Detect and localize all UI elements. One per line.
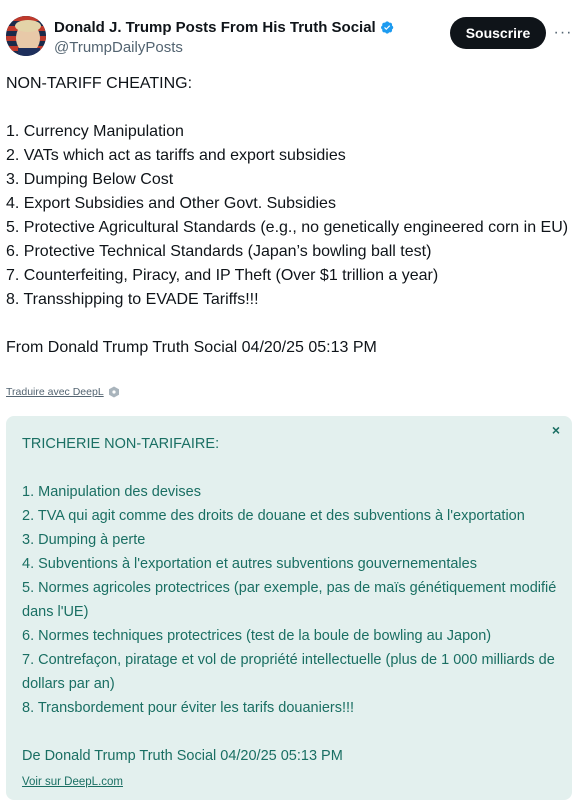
subscribe-button[interactable]: Souscrire — [450, 17, 546, 49]
post-line: 4. Export Subsidies and Other Govt. Subsidies — [6, 195, 336, 212]
translation-panel — [6, 416, 572, 800]
post-text — [6, 72, 576, 360]
post-line: 7. Counterfeiting, Piracy, and IP Theft (Over $1 trillion a year) — [6, 267, 439, 284]
translation-text — [22, 432, 562, 768]
post-line: From Donald Trump Truth Social 04/20/25 05:13 PM — [6, 339, 377, 356]
display-name[interactable]: Donald J. Trump Posts From His Truth Social — [54, 18, 376, 36]
translation-line — [22, 720, 562, 744]
translate-row — [6, 386, 120, 398]
view-on-deepl-link[interactable]: Voir sur DeepL.com — [22, 776, 123, 788]
translation-line: TRICHERIE NON-TARIFAIRE: — [22, 436, 220, 452]
translation-line: 3. Dumping à perte — [22, 532, 146, 548]
post-line: NON-TARIFF CHEATING: — [6, 75, 193, 92]
translation-line: 8. Transbordement pour éviter les tarifs douaniers!!! — [22, 700, 355, 716]
verified-badge-icon — [380, 19, 394, 36]
user-handle[interactable]: @TrumpDailyPosts — [54, 39, 183, 56]
avatar[interactable] — [6, 16, 46, 56]
post-line — [6, 312, 576, 336]
translation-line — [22, 456, 562, 480]
post-line: 8. Transshipping to EVADE Tariffs!!! — [6, 291, 259, 308]
post-line — [6, 96, 576, 120]
translation-line: 6. Normes techniques protectrices (test de la boule de bowling au Japon) — [22, 628, 492, 644]
translation-line: 2. TVA qui agit comme des droits de douane et des subventions à l'exportation — [22, 508, 525, 524]
post-line: 1. Currency Manipulation — [6, 123, 184, 140]
more-options-icon[interactable]: ··· — [553, 24, 573, 41]
post-line: 5. Protective Agricultural Standards (e.g., no genetically engineered corn in EU) — [6, 219, 569, 236]
post-header — [0, 0, 588, 70]
close-icon[interactable]: × — [551, 422, 561, 438]
translation-line: 7. Contrefaçon, piratage et vol de propriété intellectuelle (plus de 1 000 milliards de dollars par an) — [22, 652, 559, 692]
translation-line: 5. Normes agricoles protectrices (par exemple, pas de maïs génétiquement modifié dans l'UE) — [22, 580, 561, 620]
author-info — [54, 17, 394, 56]
avatar-image — [6, 16, 46, 56]
translation-line: 4. Subventions à l'exportation et autres subventions gouvernementales — [22, 556, 477, 572]
deepl-logo-icon — [108, 386, 120, 398]
translate-with-deepl-link[interactable]: Traduire avec DeepL — [6, 386, 104, 398]
post-line: 2. VATs which act as tariffs and export subsidies — [6, 147, 346, 164]
translation-line: De Donald Trump Truth Social 04/20/25 05:13 PM — [22, 748, 343, 764]
post-line: 3. Dumping Below Cost — [6, 171, 174, 188]
post-line: 6. Protective Technical Standards (Japan’s bowling ball test) — [6, 243, 432, 260]
translation-line: 1. Manipulation des devises — [22, 484, 201, 500]
